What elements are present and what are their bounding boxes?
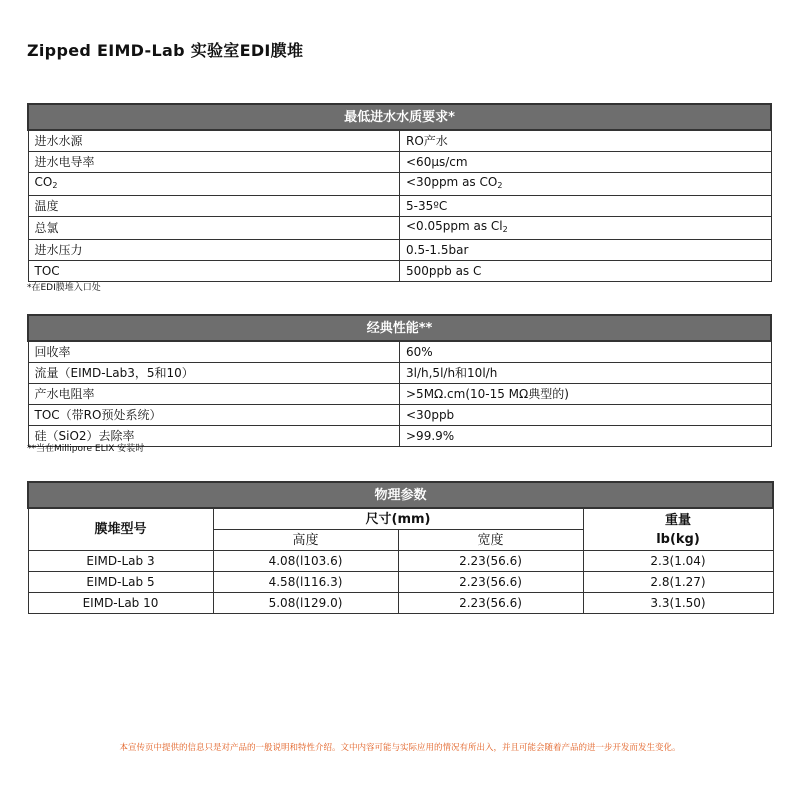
disclaimer-footer: 本宣传页中提供的信息只是对产品的一般说明和特性介绍。文中内容可能与实际应用的情况有所出入，并且可能会随着产品的进一步开发而发生变化。 (119, 743, 681, 753)
row-label: 硅（SiO2）去除率 (28, 426, 400, 447)
co2-subscript: 2 (52, 181, 58, 190)
row-value: <30ppb (400, 405, 772, 426)
row-label: 回收率 (28, 341, 400, 363)
row-value: <60μs/cm (400, 152, 772, 173)
model-cell: EIMD-Lab 10 (28, 593, 213, 614)
width-cell: 2.23(56.6) (398, 551, 583, 572)
table-row (28, 173, 771, 196)
row-label: 总氯 (28, 217, 400, 240)
row-value: 3l/h,5l/h和10l/h (400, 363, 772, 384)
weight-cell: 2.3(1.04) (583, 551, 773, 572)
table-row (28, 217, 771, 240)
height-cell: 4.58(l116.3) (213, 572, 398, 593)
row-value: 500ppb as C (400, 261, 772, 282)
weight-column-header (583, 508, 773, 551)
row-value (400, 173, 772, 196)
row-label: 进水压力 (28, 240, 400, 261)
height-cell: 4.08(l103.6) (213, 551, 398, 572)
table-row (28, 551, 773, 572)
row-value: >99.9% (400, 426, 772, 447)
model-cell: EIMD-Lab 5 (28, 572, 213, 593)
table-row (28, 130, 771, 152)
width-cell: 2.23(56.6) (398, 572, 583, 593)
row-value: 5-35ºC (400, 196, 772, 217)
table-row (28, 341, 771, 363)
chlorine-value: <0.05ppm as Cl (406, 219, 503, 233)
table-row (28, 152, 771, 173)
weight-cell: 2.8(1.27) (583, 572, 773, 593)
physical-params-header: 物理参数 (28, 482, 773, 508)
co2-value-subscript: 2 (497, 181, 503, 190)
row-label: 流量（EIMD-Lab3，5和10） (28, 363, 400, 384)
weight-cell: 3.3(1.50) (583, 593, 773, 614)
row-label: 产水电阻率 (28, 384, 400, 405)
row-label: 温度 (28, 196, 400, 217)
table-row (28, 240, 771, 261)
row-label: 进水电导率 (28, 152, 400, 173)
model-column-header: 膜堆型号 (28, 508, 213, 551)
table-row (28, 572, 773, 593)
co2-label: CO (34, 175, 53, 189)
page-title: Zipped EIMD-Lab 实验室EDI膜堆 (27, 41, 304, 60)
table-row (28, 261, 771, 282)
table-row (28, 384, 771, 405)
physical-params-table (27, 481, 774, 614)
performance-header: 经典性能** (28, 315, 771, 341)
row-value: >5MΩ.cm(10-15 MΩ典型的) (400, 384, 772, 405)
water-quality-note: *在EDI膜堆入口处 (27, 283, 101, 293)
row-label (28, 173, 400, 196)
row-label: TOC (28, 261, 400, 282)
model-cell: EIMD-Lab 3 (28, 551, 213, 572)
water-quality-table (27, 103, 772, 282)
height-cell: 5.08(l129.0) (213, 593, 398, 614)
row-label: 进水水源 (28, 130, 400, 152)
weight-unit: lb(kg) (656, 531, 700, 547)
row-value: 60% (400, 341, 772, 363)
table-row (28, 196, 771, 217)
co2-value: <30ppm as CO (406, 175, 498, 189)
row-value: 0.5-1.5bar (400, 240, 772, 261)
size-column-header: 尺寸(mm) (213, 508, 583, 530)
water-quality-header: 最低进水水质要求* (28, 104, 771, 130)
chlorine-subscript: 2 (502, 225, 508, 234)
table-row (28, 405, 771, 426)
weight-label: 重量 (665, 512, 692, 528)
table-row (28, 363, 771, 384)
performance-note: **当在Millipore ELIX 安装时 (27, 444, 145, 454)
table-row (28, 593, 773, 614)
width-cell: 2.23(56.6) (398, 593, 583, 614)
height-column-header: 高度 (213, 530, 398, 551)
width-column-header: 宽度 (398, 530, 583, 551)
row-value (400, 217, 772, 240)
performance-table (27, 314, 772, 447)
row-value: RO产水 (400, 130, 772, 152)
row-label: TOC（带RO预处系统） (28, 405, 400, 426)
